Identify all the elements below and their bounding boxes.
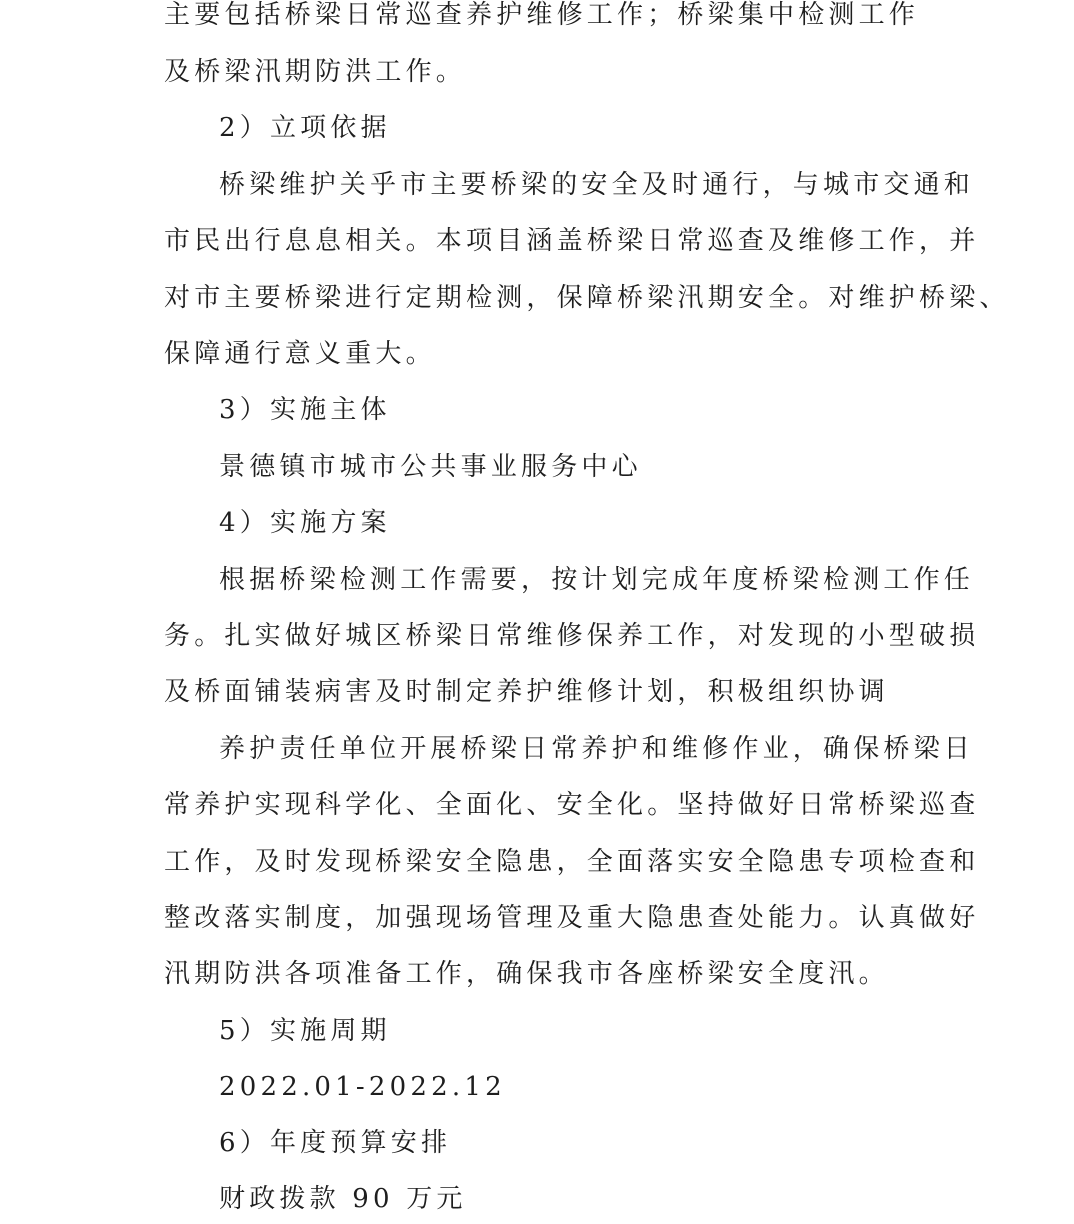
section-heading: 4）实施方案 <box>219 508 391 538</box>
paragraph-line: 市民出行息息相关。本项目涵盖桥梁日常巡查及维修工作，并 <box>164 226 980 256</box>
paragraph-line: 及桥梁汛期防洪工作。 <box>164 57 467 87</box>
section-heading: 2）立项依据 <box>219 113 391 143</box>
paragraph-line: 工作，及时发现桥梁安全隐患，全面落实安全隐患专项检查和 <box>164 847 980 877</box>
paragraph-line: 及桥面铺装病害及时制定养护维修计划，积极组织协调 <box>164 677 889 707</box>
paragraph-line: 整改落实制度，加强现场管理及重大隐患查处能力。认真做好 <box>164 903 980 933</box>
paragraph-line: 对市主要桥梁进行定期检测，保障桥梁汛期安全。对维护桥梁、 <box>164 283 1010 313</box>
paragraph-line: 财政拨款 90 万元 <box>219 1184 467 1214</box>
paragraph-line: 2022.01-2022.12 <box>219 1072 506 1102</box>
paragraph-line: 养护责任单位开展桥梁日常养护和维修作业，确保桥梁日 <box>219 734 975 764</box>
paragraph-line: 主要包括桥梁日常巡查养护维修工作；桥梁集中检测工作 <box>164 0 920 30</box>
paragraph-line: 根据桥梁检测工作需要，按计划完成年度桥梁检测工作任 <box>219 565 975 595</box>
paragraph-line: 常养护实现科学化、全面化、安全化。坚持做好日常桥梁巡查 <box>164 790 980 820</box>
paragraph-line: 务。扎实做好城区桥梁日常维修保养工作，对发现的小型破损 <box>164 621 980 651</box>
paragraph-line: 保障通行意义重大。 <box>164 339 436 369</box>
paragraph-line: 景德镇市城市公共事业服务中心 <box>219 452 642 482</box>
section-heading: 5）实施周期 <box>219 1016 391 1046</box>
paragraph-line: 汛期防洪各项准备工作，确保我市各座桥梁安全度汛。 <box>164 959 889 989</box>
section-heading: 3）实施主体 <box>219 395 391 425</box>
section-heading: 6）年度预算安排 <box>219 1128 452 1158</box>
paragraph-line: 桥梁维护关乎市主要桥梁的安全及时通行，与城市交通和 <box>219 170 975 200</box>
